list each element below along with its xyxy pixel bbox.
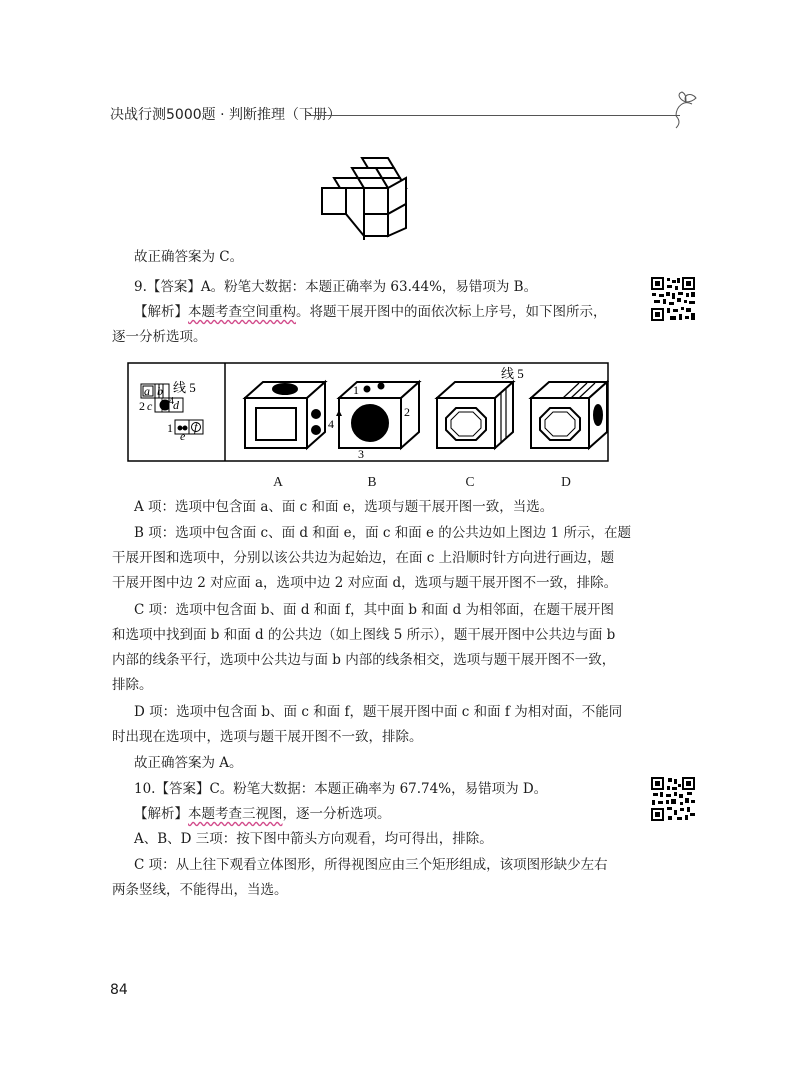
cube-stack-figure (318, 154, 414, 244)
q10-analysis (134, 805, 391, 823)
book-title: 决战行测5000题 · 判断推理（下册） (110, 107, 341, 123)
q9-analysis (134, 303, 607, 321)
net-face-e: e (180, 429, 186, 443)
paragraph: A、B、D 三项：按下图中箭头方向观看，均可得出，排除。 (134, 831, 493, 847)
option-b-label-4: 4 (328, 417, 334, 431)
cube-net-figure (127, 362, 609, 462)
paragraph: B 项：选项中包含面 c、面 d 和面 e，面 c 和面 e 的公共边如上图边 1 所示，在题 (134, 525, 631, 541)
net-label-line5: 线 5 (173, 380, 196, 395)
qr-code-icon (650, 776, 696, 822)
paragraph: D 项：选项中包含面 b、面 c 和面 f，题干展开图中面 c 和面 f 为相对面，不能同 (134, 704, 623, 720)
paragraph: 排除。 (112, 677, 153, 693)
net-face-f: f (194, 420, 198, 434)
paragraph: 两条竖线，不能得出，当选。 (112, 882, 288, 898)
net-face-c: c (147, 399, 153, 413)
option-b-label-3: 3 (358, 447, 364, 461)
page-number: 84 (110, 982, 128, 998)
option-label-a: A (273, 474, 283, 489)
paragraph: 时出现在选项中，选项与题干展开图不一致，排除。 (112, 729, 423, 745)
option-label-b: B (367, 474, 377, 489)
q9-answer: 9.【答案】A。粉笔大数据：本题正确率为 63.44%，易错项为 B。 (134, 279, 538, 295)
q10-answer: 10.【答案】C。粉笔大数据：本题正确率为 67.74%，易错项为 D。 (134, 781, 548, 797)
paragraph: 故正确答案为 A。 (134, 755, 243, 771)
option-b-label-1: 1 (353, 383, 359, 397)
paragraph: 干展开图和选项中，分别以该公共边为起始边，在面 c 上沿顺时针方向进行画边，题 (112, 550, 615, 566)
leaf-icon (672, 90, 700, 130)
paragraph: C 项：选项中包含面 b、面 d 和面 f，其中面 b 和面 d 为相邻面，在题干展开图 (134, 602, 615, 618)
paragraph: 故正确答案为 C。 (134, 249, 244, 265)
option-c-label-line5: 线 5 (501, 366, 524, 381)
paragraph: 和选项中找到面 b 和面 d 的公共边（如上图线 5 所示），题干展开图中公共边与面 b (112, 627, 616, 643)
qr-code-icon (650, 276, 696, 322)
paragraph: 逐一分析选项。 (112, 329, 207, 345)
net-face-b: b (157, 384, 163, 398)
paragraph: 内部的线条平行，选项中公共边与面 b 内部的线条相交，选项与题干展开图不一致， (112, 652, 616, 668)
analysis-text: 。将题干展开图中的面依次标上序号，如下图所示， (296, 304, 607, 320)
option-label-d: D (561, 474, 571, 489)
net-label-1: 1 (167, 421, 173, 435)
option-b-label-2: 2 (404, 405, 410, 419)
paragraph: A 项：选项中包含面 a、面 c 和面 e，选项与题干展开图一致，当选。 (134, 499, 554, 515)
paragraph: 干展开图中边 2 对应面 a，选项中边 2 对应面 d，选项与题干展开图不一致，排除。 (112, 575, 618, 591)
net-face-d: d (173, 398, 179, 412)
analysis-topic: 本题考查三视图 (188, 806, 283, 822)
analysis-label: 【解析】 (134, 806, 188, 822)
analysis-text: ，逐一分析选项。 (282, 806, 391, 822)
analysis-topic: 本题考查空间重构 (188, 304, 296, 320)
header-rule (305, 115, 680, 116)
analysis-label: 【解析】 (134, 304, 188, 320)
paragraph: C 项：从上往下观看立体图形，所得视图应由三个矩形组成，该项图形缺少左右 (134, 857, 608, 873)
option-label-c: C (465, 474, 475, 489)
net-face-a: a (144, 384, 150, 398)
net-label-4: 4 (169, 396, 174, 407)
net-label-2: 2 (139, 399, 145, 413)
